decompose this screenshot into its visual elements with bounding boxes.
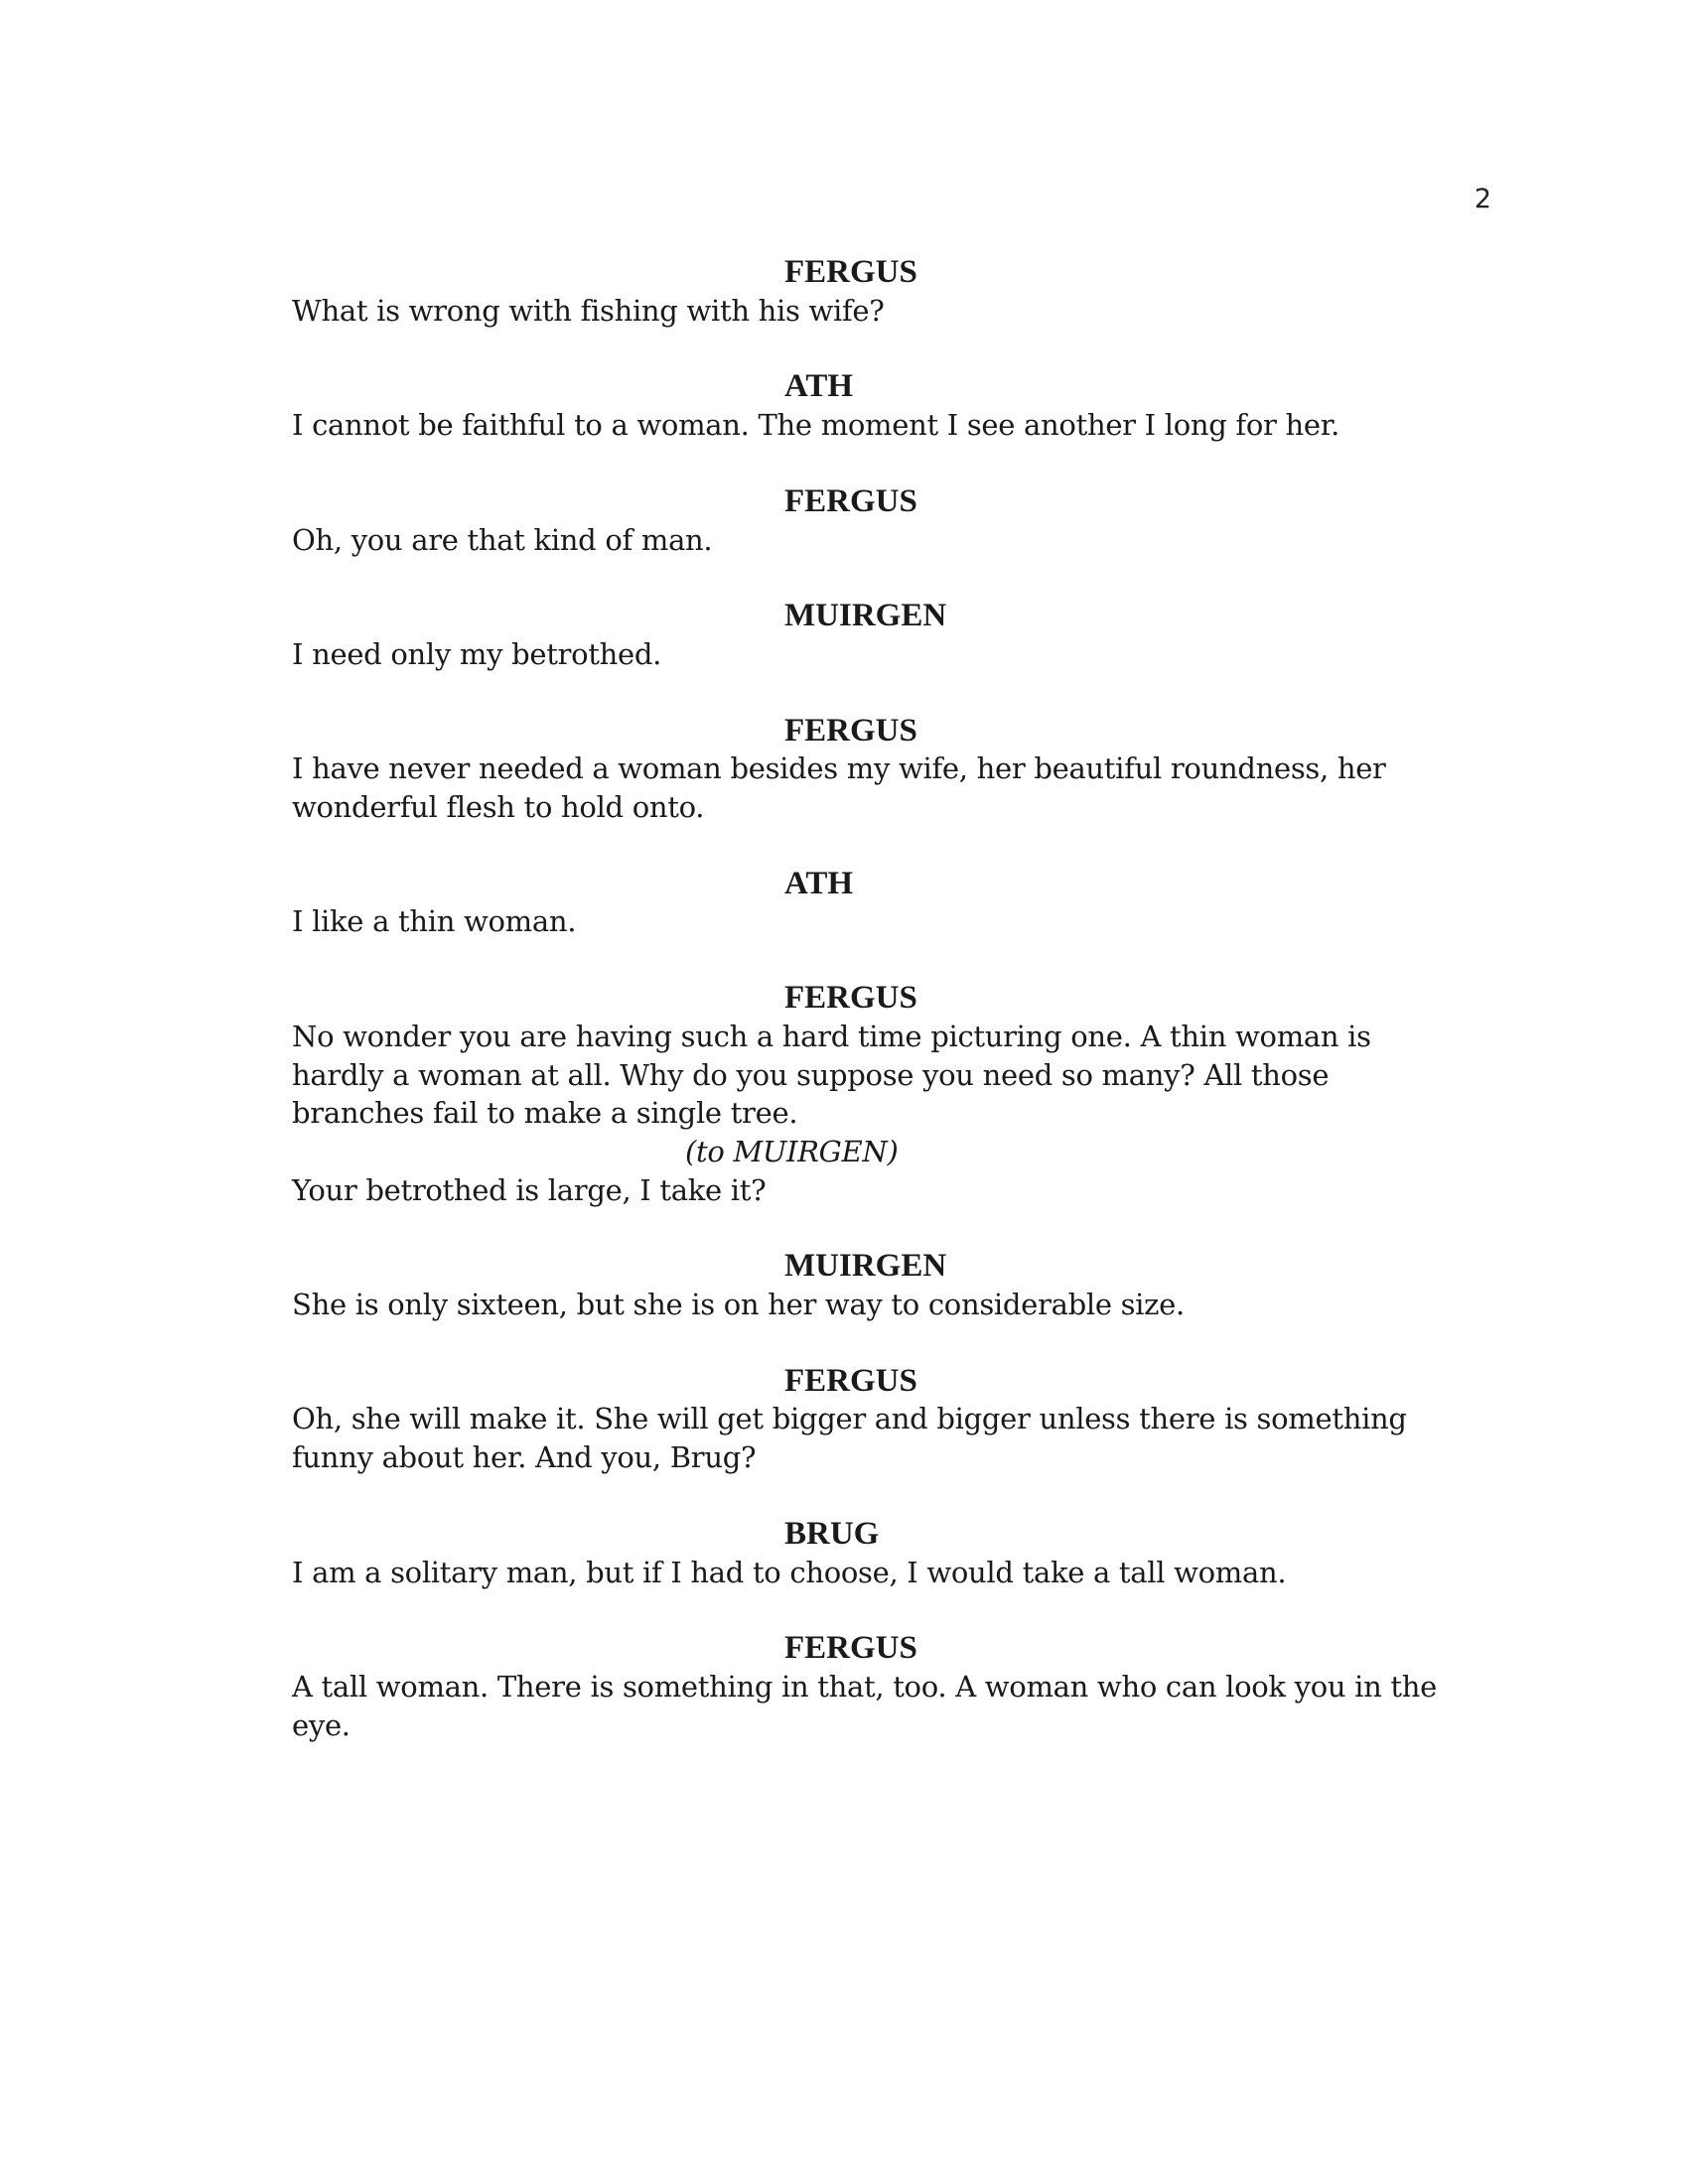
dialogue-block (292, 1629, 1474, 1744)
dialogue-line: branches fail to make a single tree. (292, 1096, 798, 1131)
dialogue-block (292, 1247, 1474, 1323)
character-name: FERGUS (784, 254, 917, 290)
dialogue-line: I have never needed a woman besides my wife, her beautiful roundness, her (292, 751, 1386, 786)
dialogue-block (292, 482, 1474, 559)
script-body (292, 253, 1474, 1782)
dialogue-line: Oh, she will make it. She will get bigger and bigger unless there is something (292, 1402, 1407, 1436)
dialogue-block (292, 1362, 1474, 1477)
character-name: ATH (784, 368, 854, 405)
dialogue-line: I cannot be faithful to a woman. The moment I see another I long for her. (292, 408, 1340, 443)
dialogue-block (292, 597, 1474, 673)
dialogue-line: wonderful flesh to hold onto. (292, 790, 705, 825)
character-name: MUIRGEN (784, 1248, 947, 1285)
character-name: ATH (784, 865, 854, 901)
character-name: MUIRGEN (784, 598, 947, 634)
dialogue-line: I like a thin woman. (292, 904, 577, 939)
dialogue-block (292, 712, 1474, 827)
character-name: FERGUS (784, 1630, 917, 1667)
dialogue-block (292, 253, 1474, 330)
dialogue-line: Oh, you are that kind of man. (292, 522, 713, 557)
dialogue-block (292, 1515, 1474, 1591)
dialogue-line: Your betrothed is large, I take it? (292, 1172, 767, 1207)
page-number: 2 (1474, 184, 1491, 214)
character-name: FERGUS (784, 1362, 917, 1399)
dialogue-line: What is wrong with fishing with his wife? (292, 293, 885, 328)
dialogue-line: eye. (292, 1707, 351, 1742)
character-name: FERGUS (784, 482, 917, 519)
character-name: FERGUS (784, 712, 917, 749)
dialogue-line: She is only sixteen, but she is on her way to considerable size. (292, 1288, 1185, 1322)
dialogue-line: No wonder you are having such a hard time picturing one. A thin woman is (292, 1019, 1371, 1053)
dialogue-line: I need only my betrothed. (292, 636, 662, 671)
character-name: BRUG (784, 1515, 880, 1552)
dialogue-line: hardly a woman at all. Why do you suppose you need so many? All those (292, 1057, 1330, 1092)
stage-direction: (to MUIRGEN) (685, 1134, 899, 1168)
dialogue-block (292, 367, 1474, 444)
dialogue-line: I am a solitary man, but if I had to choose, I would take a tall woman. (292, 1555, 1287, 1589)
dialogue-block (292, 865, 1474, 941)
character-name: FERGUS (784, 980, 917, 1017)
dialogue-block (292, 979, 1474, 1209)
dialogue-line: funny about her. And you, Brug? (292, 1440, 757, 1475)
dialogue-line: A tall woman. There is something in that, too. A woman who can look you in the (292, 1669, 1438, 1704)
